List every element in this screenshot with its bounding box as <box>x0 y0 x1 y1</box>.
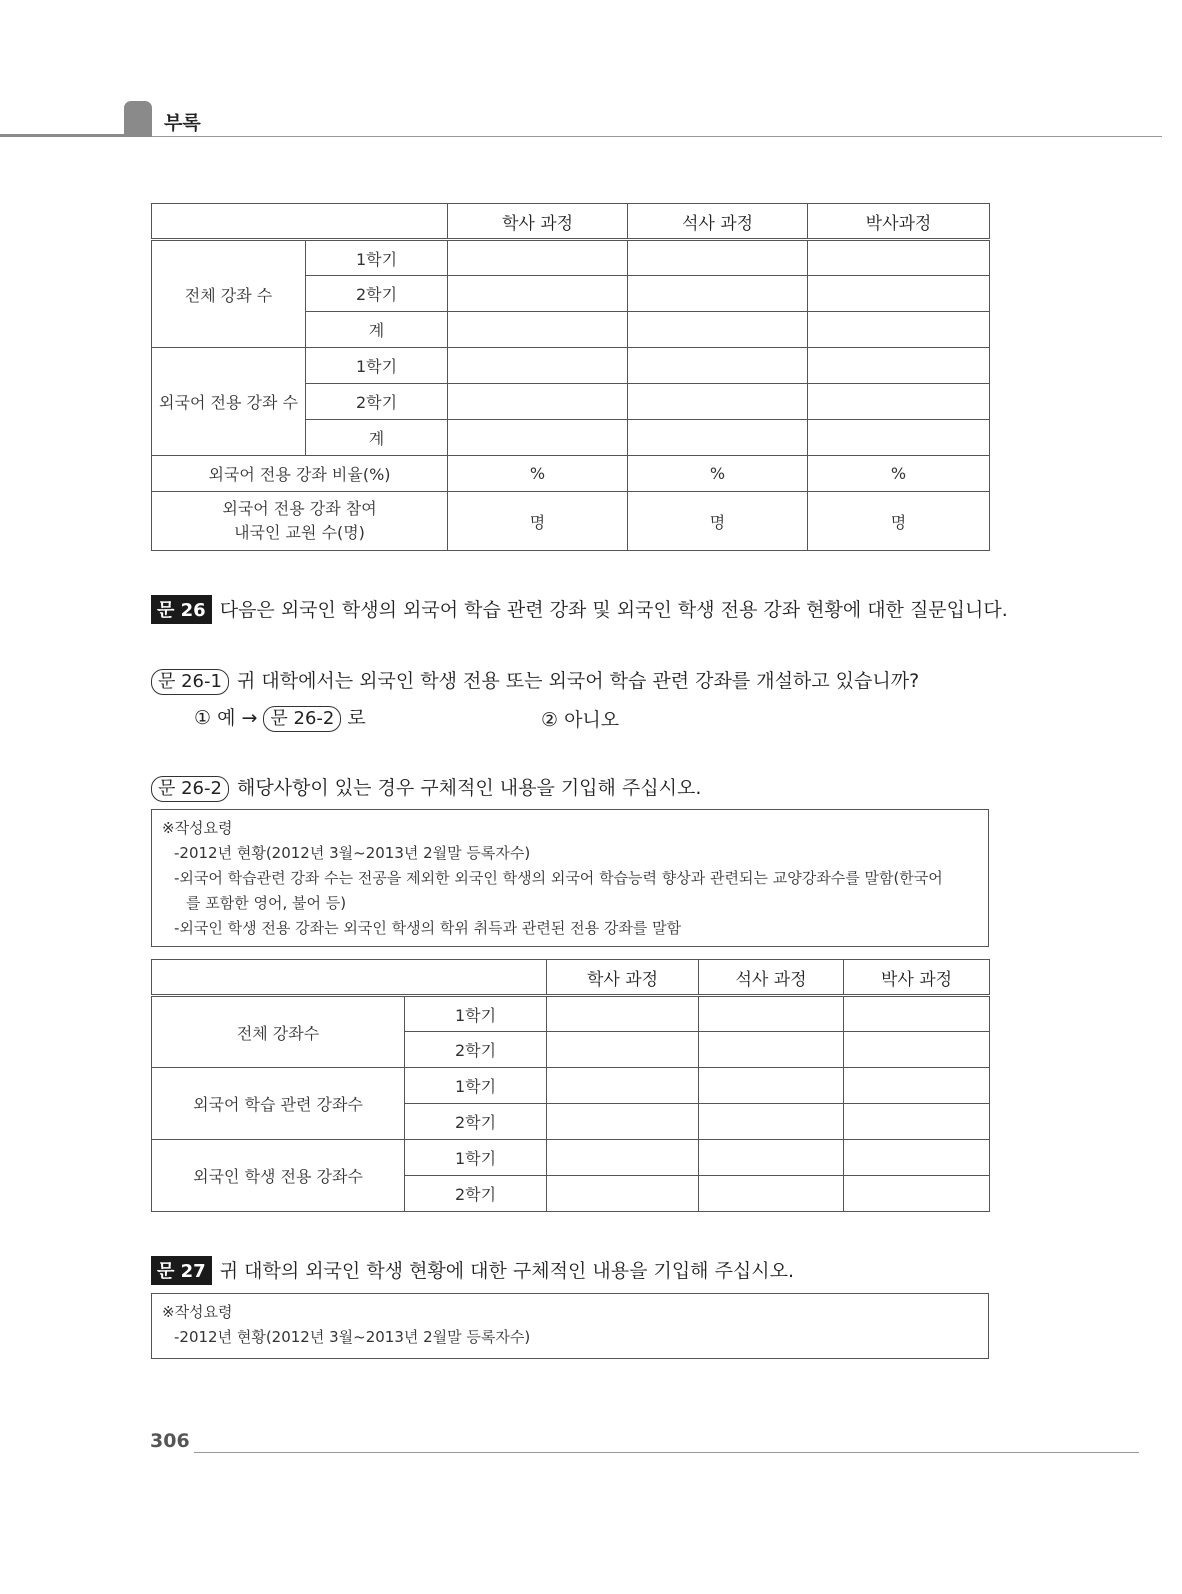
row-group-language-courses: 외국어 학습 관련 강좌수 <box>152 1068 405 1140</box>
row-group-foreign-student-courses: 외국인 학생 전용 강좌수 <box>152 1140 405 1212</box>
input-cell[interactable] <box>699 1104 844 1140</box>
question-text: 다음은 외국인 학생의 외국어 학습 관련 강좌 및 외국인 학생 전용 강좌 현황에 대한 질문입니다. <box>219 599 1008 621</box>
col-header-bachelor: 학사 과정 <box>547 960 699 996</box>
row-label-sem1: 1학기 <box>405 1140 547 1176</box>
input-cell[interactable] <box>547 1140 699 1176</box>
input-cell[interactable] <box>699 1032 844 1068</box>
row-group-total-courses: 전체 강좌수 <box>152 996 405 1068</box>
foreign-course-table <box>151 959 990 1212</box>
input-cell[interactable] <box>448 240 628 276</box>
row-label-total: 계 <box>306 420 448 456</box>
row-label-sem1: 1학기 <box>306 348 448 384</box>
sub-question-text: 해당사항이 있는 경우 구체적인 내용을 기입해 주십시오. <box>236 777 702 799</box>
instructions-line: 를 포함한 영어, 불어 등) <box>186 894 347 912</box>
row-label-total: 계 <box>306 312 448 348</box>
row-label-ratio: 외국어 전용 강좌 비율(%) <box>152 456 448 492</box>
input-cell[interactable] <box>699 996 844 1032</box>
input-cell[interactable] <box>628 312 808 348</box>
input-cell[interactable] <box>547 1104 699 1140</box>
section-title: 부록 <box>164 112 201 134</box>
input-cell[interactable] <box>808 312 990 348</box>
instructions-line: -외국인 학생 전용 강좌는 외국인 학생의 학위 취득과 관련된 전용 강좌를 말함 <box>174 919 682 937</box>
faculty-cell[interactable]: 명 <box>448 492 628 551</box>
ratio-cell[interactable]: % <box>808 456 990 492</box>
col-header-doctor: 박사 과정 <box>844 960 990 996</box>
input-cell[interactable] <box>547 1176 699 1212</box>
input-cell[interactable] <box>808 348 990 384</box>
row-label-sem1: 1학기 <box>306 240 448 276</box>
instructions-line: -2012년 현황(2012년 3월~2013년 2월말 등록자수) <box>174 1328 531 1346</box>
instructions-title: ※작성요령 <box>162 1303 233 1321</box>
input-cell[interactable] <box>808 276 990 312</box>
col-header-master: 석사 과정 <box>699 960 844 996</box>
option-yes[interactable] <box>194 703 366 732</box>
col-header-bachelor: 학사 과정 <box>448 204 628 240</box>
input-cell[interactable] <box>808 420 990 456</box>
input-cell[interactable] <box>844 1068 990 1104</box>
input-cell[interactable] <box>628 240 808 276</box>
table-corner-cell <box>152 960 547 996</box>
input-cell[interactable] <box>547 1068 699 1104</box>
row-label-sem2: 2학기 <box>405 1176 547 1212</box>
faculty-label-line2: 내국인 교원 수(명) <box>234 523 365 542</box>
row-label-sem1: 1학기 <box>405 996 547 1032</box>
row-label-sem1: 1학기 <box>405 1068 547 1104</box>
option-yes-prefix: ① 예 → <box>194 707 258 729</box>
faculty-cell[interactable]: 명 <box>628 492 808 551</box>
instructions-line: -2012년 현황(2012년 3월~2013년 2월말 등록자수) <box>174 844 531 862</box>
question-27 <box>151 1256 794 1285</box>
instructions-box <box>151 1293 989 1359</box>
input-cell[interactable] <box>547 996 699 1032</box>
course-count-table <box>151 203 990 551</box>
header-tab-marker <box>124 101 152 137</box>
input-cell[interactable] <box>448 384 628 420</box>
row-label-sem2: 2학기 <box>306 276 448 312</box>
option-yes-suffix: 로 <box>347 707 366 729</box>
input-cell[interactable] <box>628 276 808 312</box>
input-cell[interactable] <box>808 240 990 276</box>
input-cell[interactable] <box>628 348 808 384</box>
input-cell[interactable] <box>844 1104 990 1140</box>
question-26-1 <box>151 666 919 695</box>
table-corner-cell <box>152 204 448 240</box>
row-label-faculty <box>152 492 448 551</box>
sub-question-text: 귀 대학에서는 외국인 학생 전용 또는 외국어 학습 관련 강좌를 개설하고 있습니까? <box>236 670 920 692</box>
row-label-sem2: 2학기 <box>405 1104 547 1140</box>
faculty-label-line1: 외국어 전용 강좌 참여 <box>222 499 377 518</box>
col-header-doctor: 박사과정 <box>808 204 990 240</box>
input-cell[interactable] <box>844 1140 990 1176</box>
instructions-line: -외국어 학습관련 강좌 수는 전공을 제외한 외국인 학생의 외국어 학습능력 향상과 관련되는 교양강좌수를 말함(한국어 <box>174 869 943 887</box>
header-rule <box>152 136 1162 137</box>
header-rule-dark <box>0 134 152 137</box>
question-badge: 문 26 <box>151 595 212 624</box>
input-cell[interactable] <box>628 384 808 420</box>
row-group-total-courses: 전체 강좌 수 <box>152 240 306 348</box>
input-cell[interactable] <box>844 1032 990 1068</box>
instructions-title: ※작성요령 <box>162 819 233 837</box>
input-cell[interactable] <box>699 1140 844 1176</box>
row-group-foreign-courses: 외국어 전용 강좌 수 <box>152 348 306 456</box>
row-label-sem2: 2학기 <box>306 384 448 420</box>
ratio-cell[interactable]: % <box>448 456 628 492</box>
instructions-box <box>151 809 989 947</box>
row-label-sem2: 2학기 <box>405 1032 547 1068</box>
question-badge: 문 27 <box>151 1256 212 1285</box>
question-text: 귀 대학의 외국인 학생 현황에 대한 구체적인 내용을 기입해 주십시오. <box>219 1260 795 1282</box>
col-header-master: 석사 과정 <box>628 204 808 240</box>
input-cell[interactable] <box>844 1176 990 1212</box>
input-cell[interactable] <box>448 312 628 348</box>
input-cell[interactable] <box>547 1032 699 1068</box>
option-no[interactable]: ② 아니오 <box>541 709 620 731</box>
input-cell[interactable] <box>699 1068 844 1104</box>
input-cell[interactable] <box>448 276 628 312</box>
question-26-2 <box>151 773 701 802</box>
input-cell[interactable] <box>448 420 628 456</box>
footer-rule <box>194 1452 1139 1453</box>
question-26 <box>151 595 1008 624</box>
input-cell[interactable] <box>628 420 808 456</box>
option-yes-ref: 문 26-2 <box>263 706 341 732</box>
input-cell[interactable] <box>808 384 990 420</box>
sub-question-label: 문 26-2 <box>151 776 229 802</box>
ratio-cell[interactable]: % <box>628 456 808 492</box>
input-cell[interactable] <box>448 348 628 384</box>
input-cell[interactable] <box>844 996 990 1032</box>
sub-question-label: 문 26-1 <box>151 669 229 695</box>
input-cell[interactable] <box>699 1176 844 1212</box>
page-number: 306 <box>150 1430 190 1452</box>
faculty-cell[interactable]: 명 <box>808 492 990 551</box>
